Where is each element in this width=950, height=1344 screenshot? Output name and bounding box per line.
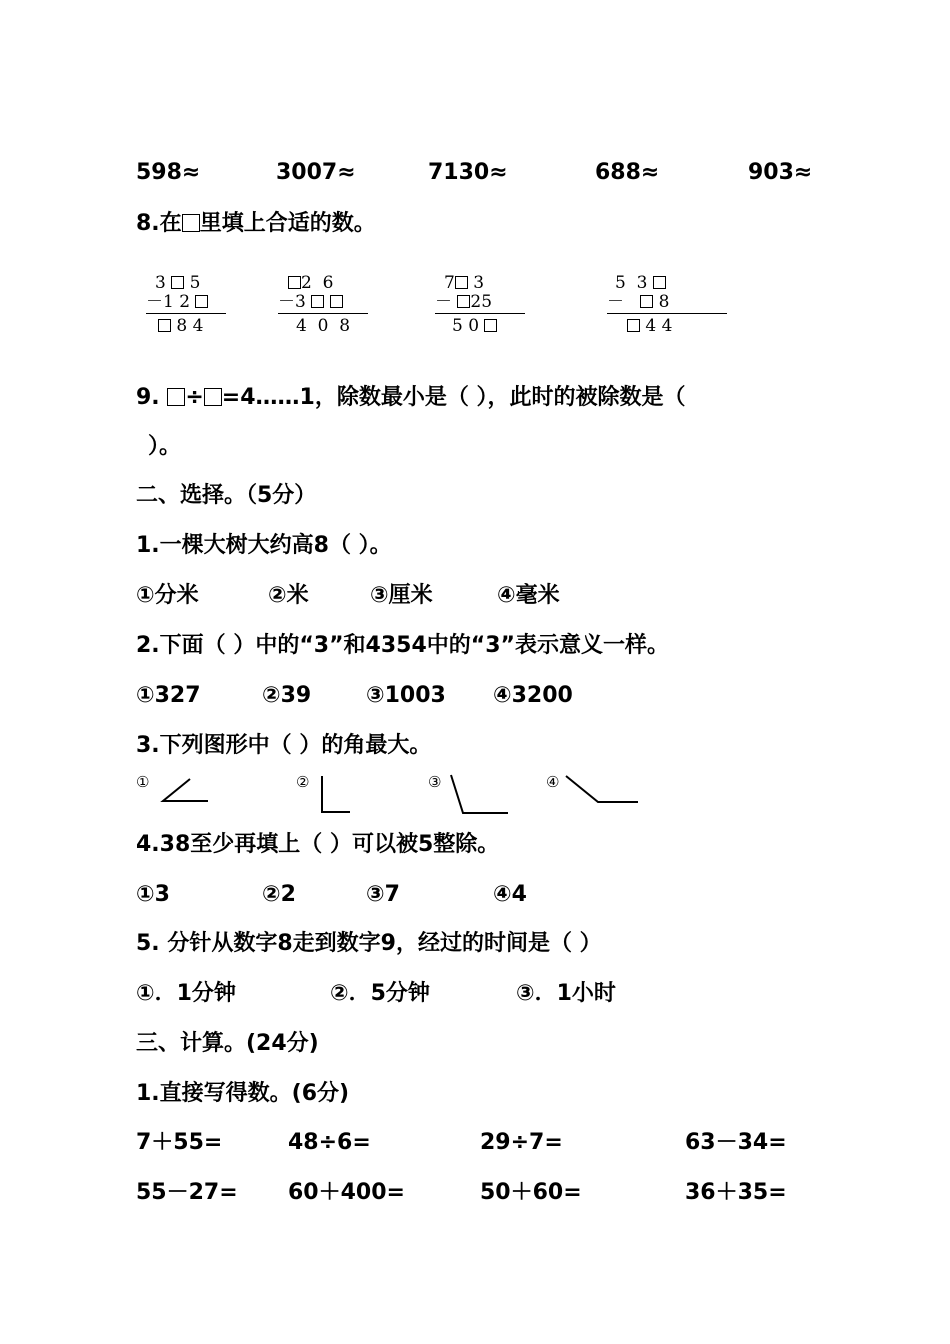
s2-question-3: 3.下列图形中（ ）的角最大。 bbox=[136, 733, 432, 758]
section-3-title: 三、计算。(24分) bbox=[136, 1031, 319, 1056]
option: ①分米 bbox=[136, 583, 199, 608]
question-text: 里填上合适的数。 bbox=[199, 211, 376, 236]
question-9: 9. ÷ =4……1，除数最小是（ ），此时的被除数是（ bbox=[136, 385, 686, 410]
calc-item: 48÷6= bbox=[288, 1130, 371, 1155]
angle-label: ① bbox=[136, 773, 150, 791]
calc-item: 60＋400= bbox=[288, 1180, 405, 1205]
approx-item: 598≈ bbox=[136, 160, 201, 185]
approx-item: 7130≈ bbox=[428, 160, 508, 185]
s2-question-1: 1.一棵大树大约高8（ ）。 bbox=[136, 533, 392, 558]
option: ②39 bbox=[262, 683, 312, 708]
option: ②．5分钟 bbox=[330, 981, 430, 1006]
option: ①327 bbox=[136, 683, 201, 708]
acute-angle-figure bbox=[163, 779, 208, 801]
question-9-continuation: ）。 bbox=[148, 434, 182, 459]
option: ③1003 bbox=[366, 683, 446, 708]
option: ②2 bbox=[262, 882, 296, 907]
obtuse-angle-figure bbox=[451, 775, 508, 813]
question-text: 在 bbox=[159, 211, 182, 236]
approx-item: 3007≈ bbox=[276, 160, 356, 185]
obtuse-angle-figure-large bbox=[566, 776, 638, 802]
option: ④3200 bbox=[493, 683, 573, 708]
calc-item: 63－34= bbox=[685, 1130, 787, 1155]
right-angle-figure bbox=[322, 776, 350, 812]
angle-label: ② bbox=[296, 773, 310, 791]
s2-question-4: 4.38至少再填上（ ）可以被5整除。 bbox=[136, 832, 500, 857]
option: ①．1分钟 bbox=[136, 981, 236, 1006]
calc-item: 55－27= bbox=[136, 1180, 238, 1205]
option: ④4 bbox=[493, 882, 527, 907]
calc-item: 7＋55= bbox=[136, 1130, 223, 1155]
angle-label: ④ bbox=[546, 773, 560, 791]
calc-item: 29÷7= bbox=[480, 1130, 563, 1155]
option: ③7 bbox=[366, 882, 400, 907]
question-number: 8. bbox=[136, 211, 160, 236]
option: ④毫米 bbox=[497, 583, 560, 608]
s2-question-5: 5. 分针从数字8走到数字9，经过的时间是（ ） bbox=[136, 931, 602, 956]
calc-item: 36＋35= bbox=[685, 1180, 787, 1205]
angle-label: ③ bbox=[428, 773, 442, 791]
s3-question-1: 1.直接写得数。(6分) bbox=[136, 1081, 350, 1106]
question-number: 9. bbox=[136, 385, 160, 410]
option: ②米 bbox=[268, 583, 309, 608]
s2-question-2: 2.下面（ ）中的“3”和4354中的“3”表示意义一样。 bbox=[136, 633, 670, 658]
question-text: =4……1，除数最小是（ ），此时的被除数是（ bbox=[221, 385, 686, 410]
option: ①3 bbox=[136, 882, 170, 907]
approx-item: 688≈ bbox=[595, 160, 660, 185]
approx-item: 903≈ bbox=[748, 160, 813, 185]
section-2-title: 二、选择。（5分） bbox=[136, 483, 317, 508]
calc-item: 50＋60= bbox=[480, 1180, 582, 1205]
option: ③厘米 bbox=[370, 583, 433, 608]
option: ③．1小时 bbox=[516, 981, 616, 1006]
